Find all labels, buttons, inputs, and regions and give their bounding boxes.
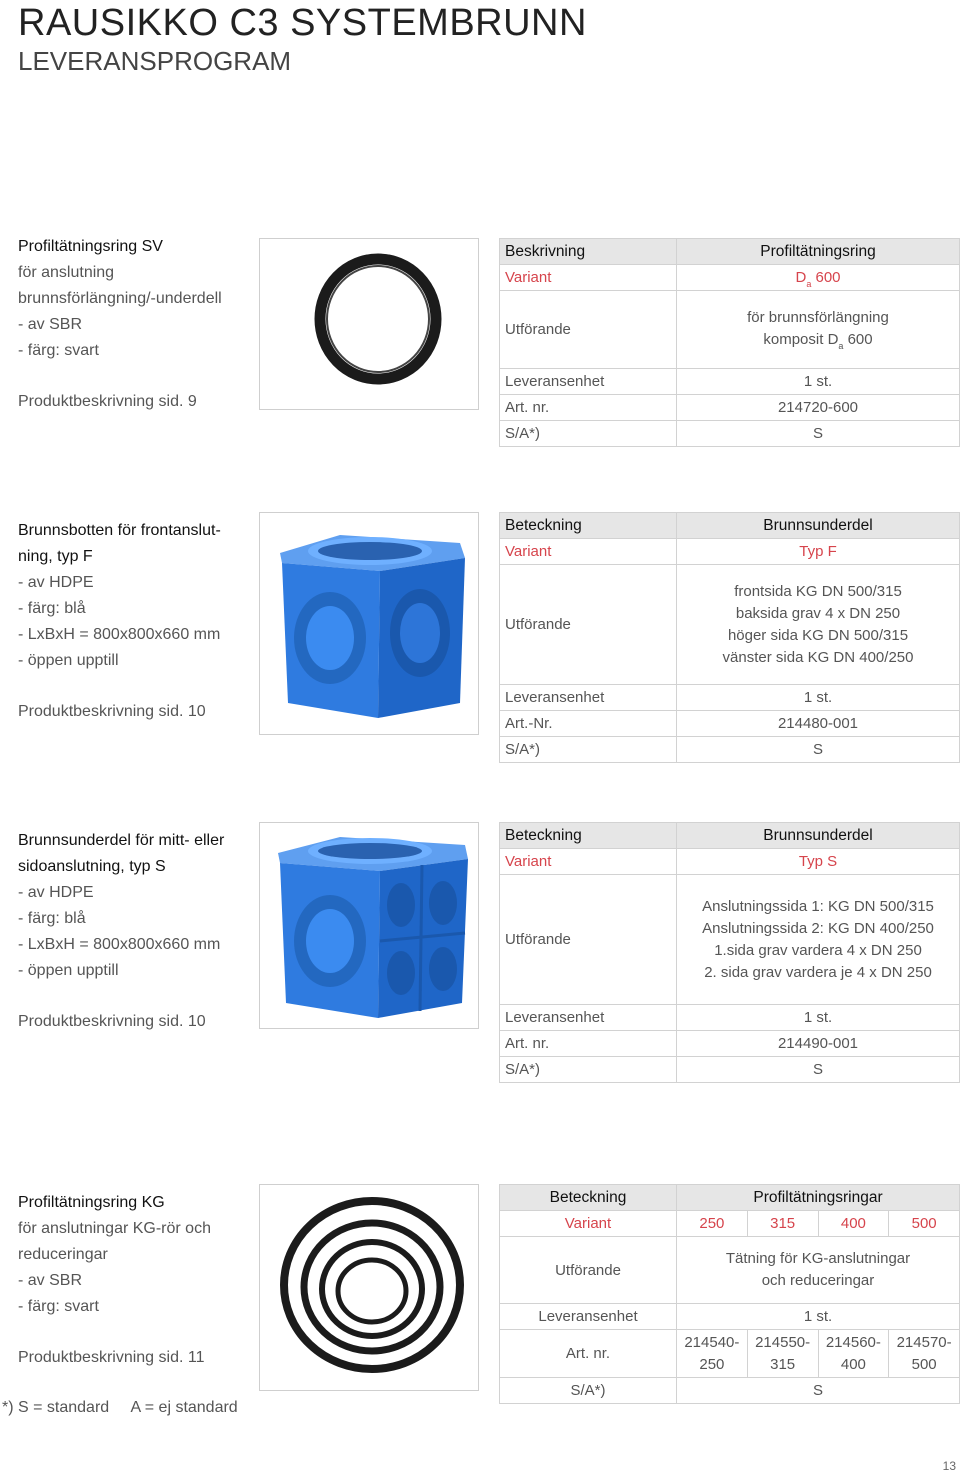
product-line: för anslutningar KG-rör och bbox=[18, 1220, 211, 1237]
product-ref: Produktbeskrivning sid. 10 bbox=[18, 703, 206, 720]
leverans-label: Leveransenhet bbox=[500, 685, 677, 711]
header-label: Beteckning bbox=[500, 513, 677, 539]
variant-value: Typ S bbox=[677, 849, 960, 875]
product-line: - öppen upptill bbox=[18, 652, 119, 669]
art-label: Art. nr. bbox=[500, 1031, 677, 1057]
sa-value: S bbox=[677, 1378, 960, 1404]
spec-table bbox=[499, 822, 960, 1083]
product-title: Profiltätningsring KG bbox=[18, 1194, 165, 1211]
leverans-value: 1 st. bbox=[677, 1005, 960, 1031]
art-value: 214720-600 bbox=[677, 395, 960, 421]
variant-label: Variant bbox=[500, 1211, 677, 1237]
header-label: Beteckning bbox=[500, 1185, 677, 1211]
sa-value: S bbox=[677, 737, 960, 763]
product-title: Profiltätningsring SV bbox=[18, 238, 163, 255]
art-label: Art.-Nr. bbox=[500, 711, 677, 737]
sa-label: S/A*) bbox=[500, 421, 677, 447]
product-title: Brunnsbotten för frontanslut- bbox=[18, 522, 221, 539]
leverans-value: 1 st. bbox=[677, 1304, 960, 1330]
product-line: - LxBxH = 800x800x660 mm bbox=[18, 936, 221, 953]
utforande-label: Utförande bbox=[500, 1237, 677, 1304]
page-title: RAUSIKKO C3 SYSTEMBRUNN bbox=[18, 2, 587, 44]
blue-manhole-base-image bbox=[259, 512, 479, 735]
sa-value: S bbox=[677, 1057, 960, 1083]
product-description bbox=[18, 234, 254, 364]
utforande-label: Utförande bbox=[500, 565, 677, 685]
variant-value: 400 bbox=[818, 1211, 889, 1237]
variant-value: 250 bbox=[677, 1211, 748, 1237]
utforande-value: för brunnsförlängning komposit $D_a$ 600 bbox=[677, 291, 960, 369]
product-line: - av HDPE bbox=[18, 884, 94, 901]
product-title: ning, typ F bbox=[18, 548, 93, 565]
product-ref: Produktbeskrivning sid. 11 bbox=[18, 1349, 205, 1366]
utforande-value: Anslutningssida 1: KG DN 500/315 Anslutningssida 2: KG DN 400/250 1.sida grav vardera 4 x DN 250 2. sida grav vardera je 4 x DN 250 bbox=[677, 875, 960, 1005]
page-subtitle: LEVERANSPROGRAM bbox=[18, 46, 292, 76]
product-title: sidoanslutning, typ S bbox=[18, 858, 166, 875]
variant-value: Typ F bbox=[677, 539, 960, 565]
art-value: 214560- 400 bbox=[818, 1330, 889, 1378]
product-line: - LxBxH = 800x800x660 mm bbox=[18, 626, 221, 643]
product-title: Brunnsunderdel för mitt- eller bbox=[18, 832, 225, 849]
sa-value: S bbox=[677, 421, 960, 447]
product-description bbox=[18, 828, 254, 984]
art-value: 214570- 500 bbox=[889, 1330, 960, 1378]
spec-table bbox=[499, 512, 960, 763]
art-label: Art. nr. bbox=[500, 395, 677, 421]
utforande-value: Tätning för KG-anslutningar och reduceringar bbox=[677, 1237, 960, 1304]
sa-label: S/A*) bbox=[500, 1057, 677, 1083]
header-value: Brunnsunderdel bbox=[677, 823, 960, 849]
leverans-value: 1 st. bbox=[677, 369, 960, 395]
product-line: reduceringar bbox=[18, 1246, 108, 1263]
art-label: Art. nr. bbox=[500, 1330, 677, 1378]
leverans-value: 1 st. bbox=[677, 685, 960, 711]
utforande-label: Utförande bbox=[500, 291, 677, 369]
product-line: för anslutning bbox=[18, 264, 115, 281]
variant-label: Variant bbox=[500, 265, 677, 291]
product-line: - färg: blå bbox=[18, 910, 86, 927]
leverans-label: Leveransenhet bbox=[500, 369, 677, 395]
product-description bbox=[18, 1190, 254, 1320]
header-label: Beteckning bbox=[500, 823, 677, 849]
header-value: Profiltätningsring bbox=[677, 239, 960, 265]
product-line: - av SBR bbox=[18, 1272, 83, 1289]
product-line: - färg: blå bbox=[18, 600, 86, 617]
header-value: Brunnsunderdel bbox=[677, 513, 960, 539]
leverans-label: Leveransenhet bbox=[500, 1304, 677, 1330]
page-number: 13 bbox=[942, 1459, 956, 1473]
product-description bbox=[18, 518, 254, 674]
product-line: - av SBR bbox=[18, 316, 83, 333]
variant-value: $D_a$ 600 bbox=[677, 265, 960, 291]
sa-label: S/A*) bbox=[500, 1378, 677, 1404]
art-value: 214490-001 bbox=[677, 1031, 960, 1057]
product-ref: Produktbeskrivning sid. 9 bbox=[18, 393, 197, 410]
art-value: 214480-001 bbox=[677, 711, 960, 737]
product-line: - färg: svart bbox=[18, 1298, 99, 1315]
product-line: - av HDPE bbox=[18, 574, 94, 591]
art-value: 214550- 315 bbox=[747, 1330, 818, 1378]
header-value: Profiltätningsringar bbox=[677, 1185, 960, 1211]
black-seal-ring-image bbox=[259, 238, 479, 410]
spec-table bbox=[499, 1184, 960, 1404]
black-seal-rings-set-image bbox=[259, 1184, 479, 1391]
product-line: - färg: svart bbox=[18, 342, 99, 359]
product-line: - öppen upptill bbox=[18, 962, 119, 979]
product-line: brunnsförlängning/-underdell bbox=[18, 290, 222, 307]
blue-manhole-base-type-s-image bbox=[259, 822, 479, 1029]
utforande-label: Utförande bbox=[500, 875, 677, 1005]
utforande-value: frontsida KG DN 500/315 baksida grav 4 x DN 250 höger sida KG DN 500/315 vänster sida KG DN 400/250 bbox=[677, 565, 960, 685]
variant-label: Variant bbox=[500, 849, 677, 875]
sa-label: S/A*) bbox=[500, 737, 677, 763]
variant-value: 315 bbox=[747, 1211, 818, 1237]
variant-label: Variant bbox=[500, 539, 677, 565]
art-value: 214540- 250 bbox=[677, 1330, 748, 1378]
header-label: Beskrivning bbox=[500, 239, 677, 265]
variant-value: 500 bbox=[889, 1211, 960, 1237]
spec-table bbox=[499, 238, 960, 447]
product-ref: Produktbeskrivning sid. 10 bbox=[18, 1013, 206, 1030]
footnote: *) S = standard A = ej standard bbox=[2, 1399, 238, 1416]
leverans-label: Leveransenhet bbox=[500, 1005, 677, 1031]
